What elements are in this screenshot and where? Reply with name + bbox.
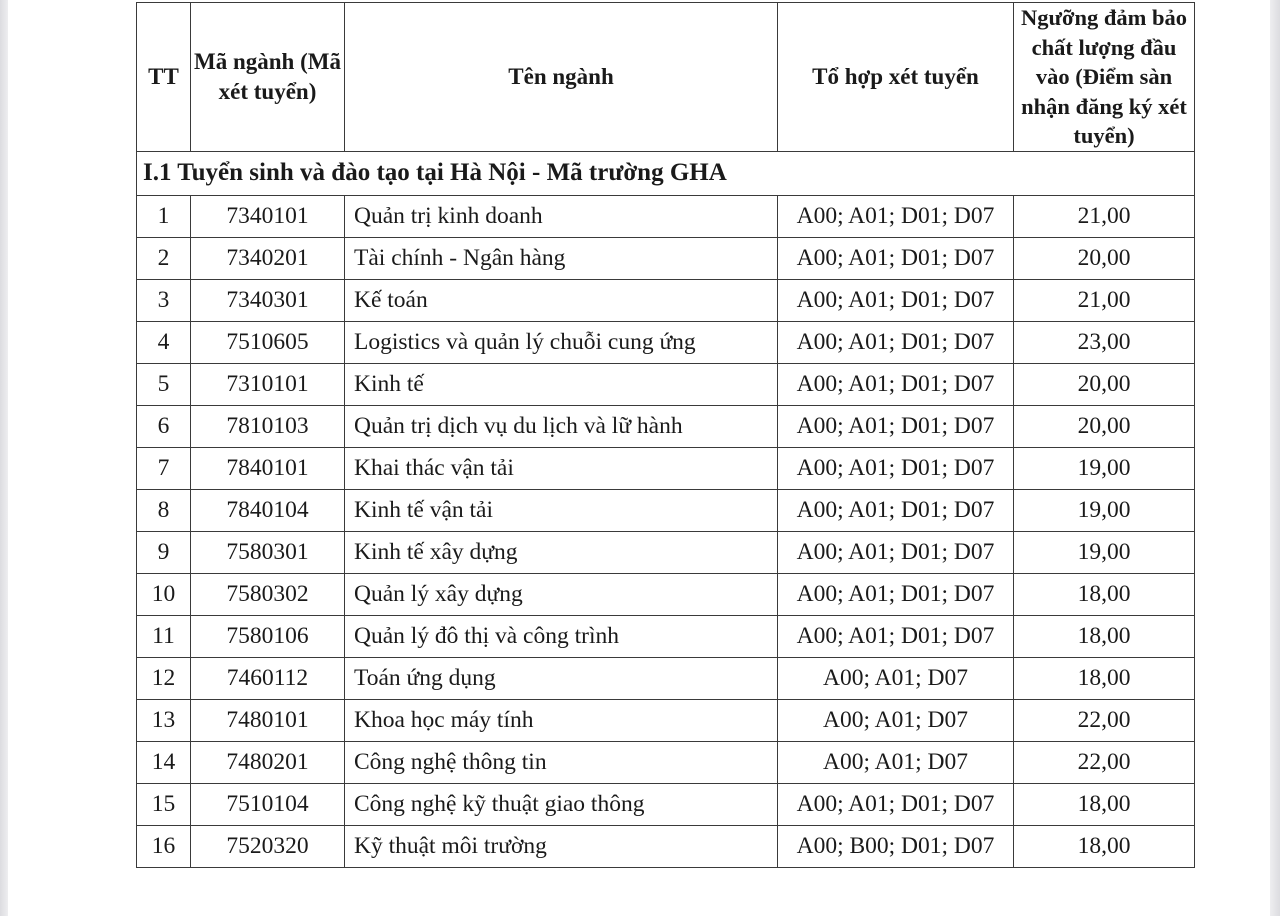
table-row [137,657,1195,699]
threshold-score: 19,00 [1014,489,1195,531]
table-row [137,615,1195,657]
major-name: Khai thác vận tải [345,447,778,489]
subject-combination: A00; A01; D01; D07 [778,279,1014,321]
major-name: Kế toán [345,279,778,321]
major-code: 7460112 [191,657,345,699]
major-name: Công nghệ thông tin [345,741,778,783]
row-number: 4 [137,321,191,363]
row-number: 5 [137,363,191,405]
subject-combination: A00; A01; D01; D07 [778,405,1014,447]
major-name: Kỹ thuật môi trường [345,825,778,867]
major-name: Kinh tế xây dựng [345,531,778,573]
major-code: 7480101 [191,699,345,741]
header-subject-combination: Tổ hợp xét tuyển [778,3,1014,152]
subject-combination: A00; A01; D01; D07 [778,783,1014,825]
table-row [137,447,1195,489]
major-code: 7310101 [191,363,345,405]
major-name: Tài chính - Ngân hàng [345,237,778,279]
threshold-score: 19,00 [1014,531,1195,573]
row-number: 3 [137,279,191,321]
subject-combination: A00; A01; D01; D07 [778,573,1014,615]
threshold-score: 21,00 [1014,195,1195,237]
threshold-score: 23,00 [1014,321,1195,363]
header-major-code: Mã ngành (Mã xét tuyển) [191,3,345,152]
threshold-score: 18,00 [1014,615,1195,657]
threshold-score: 18,00 [1014,783,1195,825]
row-number: 6 [137,405,191,447]
major-code: 7340201 [191,237,345,279]
subject-combination: A00; A01; D01; D07 [778,237,1014,279]
subject-combination: A00; A01; D01; D07 [778,489,1014,531]
threshold-score: 20,00 [1014,363,1195,405]
row-number: 14 [137,741,191,783]
major-code: 7810103 [191,405,345,447]
table-row [137,783,1195,825]
threshold-score: 18,00 [1014,657,1195,699]
major-code: 7580301 [191,531,345,573]
header-tt: TT [137,3,191,152]
row-number: 11 [137,615,191,657]
major-name: Công nghệ kỹ thuật giao thông [345,783,778,825]
threshold-score: 21,00 [1014,279,1195,321]
major-name: Kinh tế [345,363,778,405]
subject-combination: A00; A01; D01; D07 [778,363,1014,405]
threshold-score: 20,00 [1014,405,1195,447]
threshold-score: 18,00 [1014,573,1195,615]
threshold-score: 18,00 [1014,825,1195,867]
left-page-edge [0,0,8,916]
major-code: 7340101 [191,195,345,237]
subject-combination: A00; A01; D07 [778,741,1014,783]
table-row [137,741,1195,783]
header-threshold-score: Ngưỡng đảm bảo chất lượng đầu vào (Điểm sàn nhận đăng ký xét tuyển) [1014,3,1195,152]
row-number: 8 [137,489,191,531]
major-name: Quản lý xây dựng [345,573,778,615]
table-row [137,531,1195,573]
threshold-score: 20,00 [1014,237,1195,279]
major-code: 7580302 [191,573,345,615]
major-code: 7510104 [191,783,345,825]
major-name: Quản trị dịch vụ du lịch và lữ hành [345,405,778,447]
table-row [137,279,1195,321]
major-code: 7480201 [191,741,345,783]
subject-combination: A00; A01; D01; D07 [778,321,1014,363]
header-major-name: Tên ngành [345,3,778,152]
major-code: 7840101 [191,447,345,489]
table-row [137,699,1195,741]
table-row [137,405,1195,447]
subject-combination: A00; A01; D01; D07 [778,195,1014,237]
row-number: 2 [137,237,191,279]
table-row [137,321,1195,363]
table-row [137,825,1195,867]
major-name: Quản trị kinh doanh [345,195,778,237]
subject-combination: A00; A01; D01; D07 [778,531,1014,573]
row-number: 1 [137,195,191,237]
major-name: Quản lý đô thị và công trình [345,615,778,657]
subject-combination: A00; A01; D07 [778,699,1014,741]
major-code: 7520320 [191,825,345,867]
major-name: Khoa học máy tính [345,699,778,741]
subject-combination: A00; A01; D07 [778,657,1014,699]
threshold-score: 22,00 [1014,699,1195,741]
major-code: 7340301 [191,279,345,321]
right-page-edge [1270,0,1280,916]
row-number: 13 [137,699,191,741]
major-code: 7510605 [191,321,345,363]
row-number: 9 [137,531,191,573]
major-name: Toán ứng dụng [345,657,778,699]
major-code: 7840104 [191,489,345,531]
threshold-score: 22,00 [1014,741,1195,783]
row-number: 15 [137,783,191,825]
row-number: 10 [137,573,191,615]
table-row [137,573,1195,615]
table-row [137,195,1195,237]
row-number: 7 [137,447,191,489]
table-row [137,489,1195,531]
row-number: 16 [137,825,191,867]
major-code: 7580106 [191,615,345,657]
major-name: Logistics và quản lý chuỗi cung ứng [345,321,778,363]
header-row [137,3,1195,152]
section-row [137,151,1195,195]
admissions-threshold-table [136,2,1195,868]
threshold-score: 19,00 [1014,447,1195,489]
subject-combination: A00; B00; D01; D07 [778,825,1014,867]
major-name: Kinh tế vận tải [345,489,778,531]
subject-combination: A00; A01; D01; D07 [778,447,1014,489]
row-number: 12 [137,657,191,699]
subject-combination: A00; A01; D01; D07 [778,615,1014,657]
section-title: I.1 Tuyển sinh và đào tạo tại Hà Nội - Mã trường GHA [137,151,1195,195]
table-row [137,363,1195,405]
table-row [137,237,1195,279]
